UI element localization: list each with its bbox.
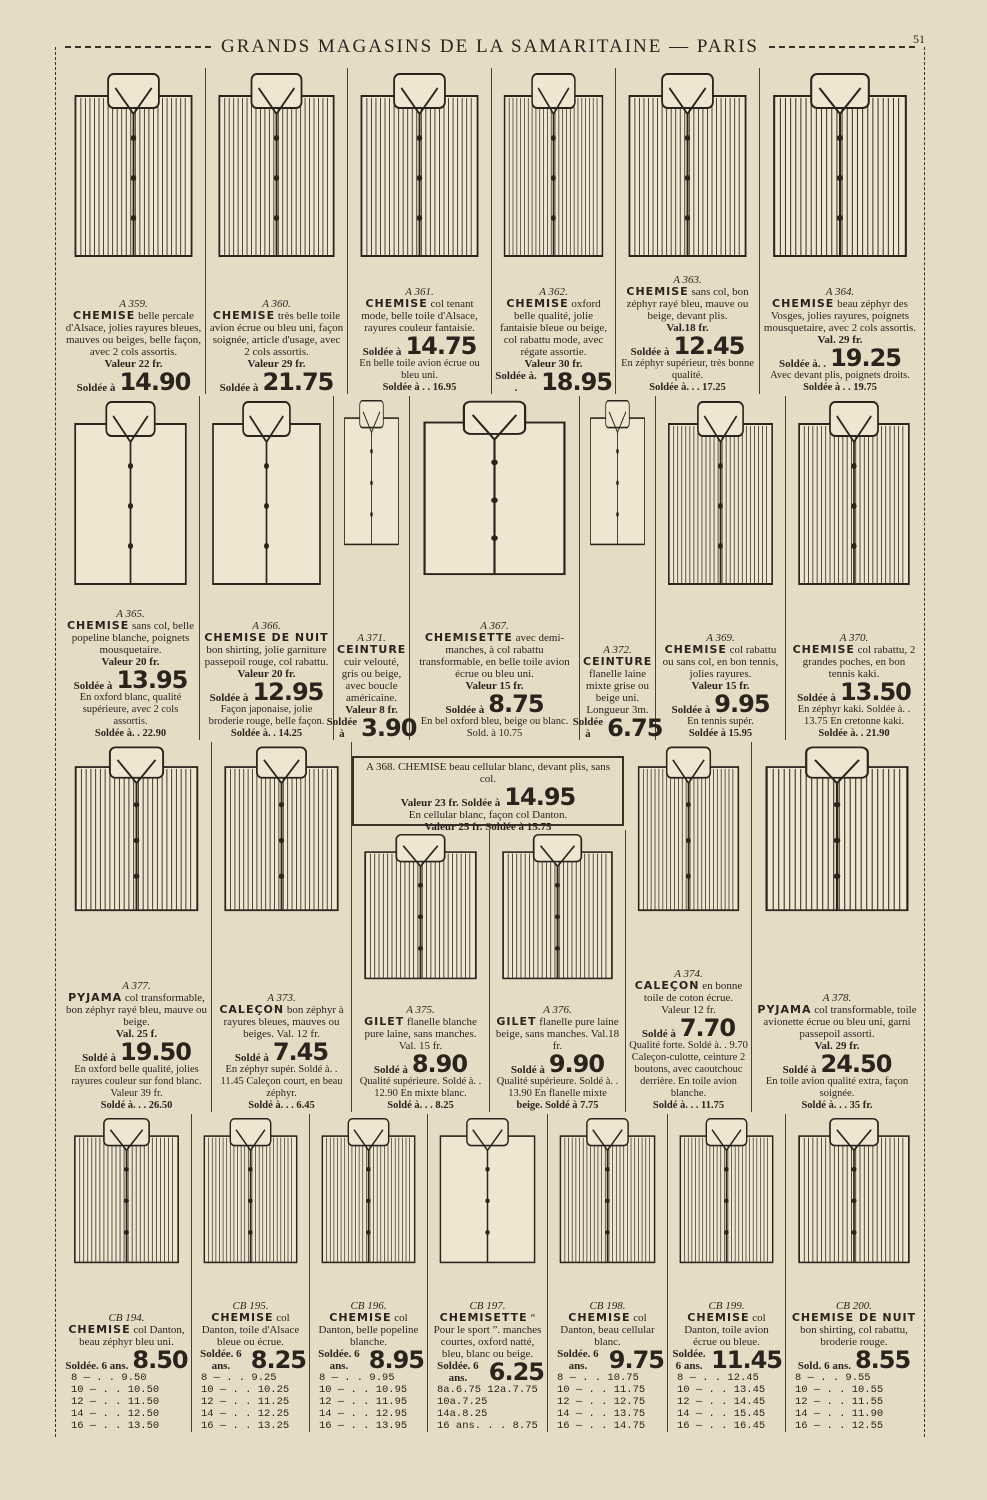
product-371-block (326, 396, 417, 742)
shirt-illustration-icon (794, 396, 914, 586)
product-price: 19.50 (120, 1038, 191, 1066)
size-price-list (431, 1384, 544, 1432)
product-desc: col Danton, belle popeline blanche. (318, 1312, 419, 1348)
product-ref: A 374. (674, 968, 703, 980)
product-value: Valeur 22 fr. (104, 358, 163, 370)
product-extra: En tennis supér. (687, 716, 754, 727)
product-desc: sans col, belle popeline blanche, poignets mousquetaire. (71, 620, 195, 656)
size-price-list (789, 1372, 919, 1432)
product-title: CHEMISE (626, 285, 689, 298)
product-title: CHEMISE (329, 1311, 392, 1324)
shirt-illustration-icon (556, 1114, 659, 1264)
size-price-row: 16 — . . 13.50 (71, 1420, 160, 1432)
price-label: Soldée à (209, 692, 249, 704)
price-label: Soldée à (362, 346, 402, 358)
price-label: Soldée à (630, 346, 670, 358)
product-extra: En belle toile avion écrue ou bleu uni. (359, 358, 480, 381)
product-title: PYJAMA (68, 991, 123, 1004)
product-ref: A 363. (673, 274, 702, 286)
price-label: Soldée à (572, 716, 604, 740)
product-extra: Avec devant plis, poignets droits. (770, 370, 910, 381)
product-price: 3.90 (361, 714, 417, 742)
product-370-block (786, 396, 922, 740)
product-extra: Qualité supérieure. Soldé à. . 13.90 En flanelle mixte (496, 1076, 619, 1099)
product-desc: flanelle blanche pure laine, sans manches. Val. 15 fr. (364, 1016, 477, 1052)
product-ref: A 370. (839, 632, 869, 644)
product-ref: CB 199. (708, 1300, 745, 1312)
product-price: 8.95 (368, 1346, 424, 1374)
price-label: Soldé à (782, 1064, 817, 1076)
product-ref: A 377. (122, 980, 151, 992)
product-extra-price: Soldé à. . . 8.25 (387, 1100, 454, 1111)
size-price-list (671, 1372, 782, 1432)
product-extra-price: beige. Soldé à 7.75 (516, 1100, 599, 1111)
product-375-block (352, 830, 490, 1112)
size-price-row: 16 — . . 12.55 (795, 1420, 884, 1432)
shirt-illustration-icon (676, 1114, 777, 1264)
size-price-list (313, 1372, 424, 1432)
product-price: 8.55 (854, 1346, 911, 1374)
shirt-illustration-icon (200, 1114, 301, 1264)
product-title: CEINTURE (337, 643, 407, 656)
product-extra-price: Soldé à. . . 26.50 (100, 1100, 173, 1111)
product-extra-price: Soldée à. . 14.25 (230, 728, 303, 739)
size-price-row: 10 — . . 10.95 (319, 1384, 408, 1396)
product-365-block (62, 396, 200, 740)
product-price: 8.25 (250, 1346, 306, 1374)
product-title: CHEMISE (212, 309, 276, 322)
size-price-row: 8 — . . 10.75 (557, 1372, 639, 1384)
product-ref: A 360. (262, 298, 291, 310)
product-373-block (212, 742, 352, 1112)
product-title: CHEMISETTE (424, 631, 513, 644)
shirt-illustration-icon (498, 830, 617, 980)
size-price-row: 8a.6.75 12a.7.75 (437, 1384, 538, 1396)
product-ref: A 375. (406, 1004, 435, 1016)
product-value: Val. 25 f. (115, 1028, 158, 1040)
size-price-list (551, 1372, 664, 1432)
shirt-illustration-icon (70, 742, 203, 912)
price-label: Soldée à (326, 716, 358, 740)
price-label: Soldé à (510, 1064, 545, 1076)
product-200-block (786, 1114, 922, 1432)
size-price-row: 14 — . . 12.25 (201, 1408, 290, 1420)
size-price-row: 8 — . . 12.45 (677, 1372, 759, 1384)
product-title: CHEMISE (365, 297, 428, 310)
product-price: 13.50 (839, 678, 911, 706)
product-extra-price: Soldé à. . . 11.75 (652, 1100, 725, 1111)
product-value: Valeur 20 fr. (101, 656, 160, 668)
page-header: GRANDS MAGASINS DE LA SAMARITAINE — PARIS (55, 30, 925, 64)
shirt-illustration-icon (794, 1114, 914, 1264)
product-ref: A 364. (825, 286, 855, 298)
shirt-illustration-icon (760, 742, 914, 912)
product-extra-price: Soldée à. . . 17.25 (649, 382, 726, 393)
product-374-block (626, 742, 752, 1112)
product-359-block (62, 68, 206, 394)
product-desc: flanelle pure laine beige, sans manches. Val.18 fr. (495, 1016, 620, 1052)
size-price-row: 16 — . . 16.45 (677, 1420, 766, 1432)
product-ref: A 376. (543, 1004, 572, 1016)
product-value: Val. 29 fr. (817, 334, 863, 346)
price-label: Soldé à (234, 1052, 269, 1064)
product-price: 8.75 (488, 690, 544, 718)
product-price: 14.75 (405, 332, 477, 360)
product-title: CHEMISETTE (439, 1311, 528, 1324)
shirt-illustration-icon (436, 1114, 539, 1264)
shirt-illustration-icon (342, 396, 401, 546)
product-extra: En zéphyr supér. Soldé à. . 11.45 Caleçon court, en beau zéphyr. (220, 1064, 343, 1099)
product-title: CHEMISE (68, 1323, 131, 1336)
product-extra: En oxford blanc, qualité supérieure, avec 2 cols assortis. (79, 692, 182, 727)
product-ref: A 361. (405, 286, 434, 298)
shirt-illustration-icon (664, 396, 777, 586)
product-title: CHEMISE (66, 619, 130, 632)
product-title: CHEMISE (772, 297, 835, 310)
product-value: Valeur 20 fr. (237, 668, 296, 680)
product-desc: col transformable, toile avionette écrue ou bleu uni, garni passepoil assorti. (763, 1004, 917, 1040)
product-price: 12.45 (673, 332, 745, 360)
size-price-row: 10 — . . 10.50 (71, 1384, 160, 1396)
shirt-illustration-icon (214, 68, 339, 258)
size-price-row: 8 — . . 9.25 (201, 1372, 277, 1384)
price-label: Soldée. 6 ans. (437, 1360, 479, 1384)
shirt-illustration-icon (70, 1114, 183, 1264)
shirt-illustration-icon (220, 742, 343, 912)
product-ref: A 359. (119, 298, 148, 310)
size-price-row: 8 — . . 9.95 (319, 1372, 395, 1384)
product-ref: CB 196. (350, 1300, 387, 1312)
product-ref: A 371. (357, 632, 386, 644)
size-price-row: 14 — . . 15.45 (677, 1408, 766, 1420)
shirt-illustration-icon (70, 396, 191, 586)
product-desc: sans col, bon zéphyr rayé bleu, mauve ou beige, devant plis. (626, 286, 749, 322)
product-196-block (310, 1114, 428, 1432)
product-extra-price: Soldée à. . 22.90 (94, 728, 167, 739)
product-desc: en bonne toile de coton écrue. Valeur 12 fr. (643, 980, 743, 1016)
product-desc: “ Pour le sport ”. manches courtes, oxford natté, bleu, blanc ou beige. (433, 1312, 542, 1360)
product-title: CHEMISE (664, 643, 727, 656)
product-desc: cuir velouté, gris ou beige, avec boucle américaine. (341, 656, 402, 704)
product-368-box: A 368. CHEMISE beau cellular blanc, devant plis, sans col. Valeur 23 fr. Soldée à 14.95 En cellular blanc, façon col Danton. Valeur 25 fr. Soldée à 15.75 (352, 756, 624, 826)
price-label: Soldée. 6 ans. (672, 1348, 706, 1372)
product-ref: A 372. (603, 644, 632, 656)
product-extra-price: Soldée à. . 21.90 (818, 728, 890, 739)
size-price-row: 12 — . . 11.50 (71, 1396, 160, 1408)
shirt-illustration-icon (768, 68, 912, 258)
size-price-row: 8 — . . 9.55 (795, 1372, 871, 1384)
size-price-row: 16 — . . 14.75 (557, 1420, 646, 1432)
product-194-block (62, 1114, 192, 1432)
product-price: 13.95 (116, 666, 188, 694)
price-label: Soldée à (76, 382, 116, 394)
product-price: 8.90 (411, 1050, 468, 1078)
product-extra-price: Soldée à . . 16.95 (382, 382, 457, 393)
price-label: Soldée à (671, 704, 711, 716)
product-value: Valeur 29 fr. (247, 358, 306, 370)
product-361-block (348, 68, 492, 394)
product-price: 9.95 (714, 690, 770, 718)
size-price-row: 12 — . . 11.25 (201, 1396, 290, 1408)
product-title: CHEMISE (506, 297, 569, 310)
product-value: Val. 29 fr. (814, 1040, 860, 1052)
price-label: Soldée. 6 ans. (65, 1360, 129, 1372)
product-title: GILET (364, 1015, 405, 1028)
product-195-block (192, 1114, 310, 1432)
shirt-illustration-icon (70, 68, 197, 258)
product-extra-price: Soldé à. . . 35 fr. (801, 1100, 873, 1111)
product-price: 7.70 (679, 1014, 736, 1042)
product-price: 11.45 (711, 1346, 782, 1374)
product-desc: bon shirting, col rabattu, broderie rouge. (800, 1324, 908, 1348)
price-label: Soldée. 6 ans. (318, 1348, 360, 1372)
product-price: 6.75 (607, 714, 663, 742)
product-value: Val.18 fr. (666, 322, 709, 334)
product-369-block (656, 396, 786, 740)
product-value: Valeur 30 fr. (524, 358, 583, 370)
product-desc: bon zéphyr à rayures bleues, mauves ou beiges. Val. 12 fr. (223, 1004, 344, 1040)
product-price: 9.90 (548, 1050, 605, 1078)
price-label: Soldée à (73, 680, 113, 692)
shirt-illustration-icon (588, 396, 647, 546)
product-197-block (428, 1114, 548, 1432)
product-378-block (752, 742, 922, 1112)
price-label: Soldée à. . (495, 370, 537, 394)
product-extra: En toile avion qualité extra, façon soignée. (765, 1076, 909, 1099)
shirt-illustration-icon (624, 68, 751, 258)
product-extra-price: Soldée à . . 19.75 (803, 382, 877, 393)
size-price-row: 14 — . . 12.50 (71, 1408, 160, 1420)
product-desc: col rabattu ou sans col, en bon tennis, jolies rayures. (662, 644, 779, 680)
price-label: Sold. 6 ans. (797, 1360, 851, 1372)
size-price-row: 16 ans. . . 8.75 (437, 1420, 538, 1432)
product-desc: col rabattu, 2 grandes poches, en bon tennis kaki. (802, 644, 916, 680)
product-title: CALEÇON (634, 979, 700, 992)
product-desc: très belle toile avion écrue ou bleu uni, façon soignée, article d'usage, avec 2 cols assortis. (209, 310, 344, 358)
product-price: 21.75 (262, 368, 334, 396)
product-desc: col Danton, toile avion écrue ou bleue. (684, 1312, 769, 1348)
size-price-row: 14 — . . 13.75 (557, 1408, 646, 1420)
product-extra: Qualité forte. Soldé à. . 9.70 Caleçon-culotte, ceinture 2 boutons, avec caoutchouc derrière. En toile avion blanche. (629, 1040, 748, 1099)
product-value: Valeur 8 fr. (345, 704, 398, 716)
size-price-list (195, 1372, 306, 1432)
product-ref: CB 195. (232, 1300, 269, 1312)
shirt-illustration-icon (500, 68, 607, 258)
size-price-row: 16 — . . 13.95 (319, 1420, 408, 1432)
size-price-row: 10 — . . 11.75 (557, 1384, 646, 1396)
product-value: Valeur 15 fr. (465, 680, 524, 692)
product-price: 14.90 (119, 368, 191, 396)
product-ref: CB 197. (469, 1300, 506, 1312)
product-extra: Qualité supérieure. Soldé à. . 12.90 En mixte blanc. (359, 1076, 482, 1099)
product-desc: col Danton, beau cellular blanc. (560, 1312, 655, 1348)
shirt-illustration-icon (318, 1114, 419, 1264)
product-title: CHEMISE (792, 643, 855, 656)
product-ref: A 362. (539, 286, 568, 298)
product-366-block (200, 396, 334, 740)
size-price-row: 12 — . . 12.75 (557, 1396, 646, 1408)
price-label: Soldée. 6 ans. (200, 1348, 242, 1372)
product-360-block (206, 68, 348, 394)
product-title: CHEMISE DE NUIT (791, 1311, 917, 1324)
product-title: CHEMISE (211, 1311, 274, 1324)
size-price-row: 8 — . . 9.50 (71, 1372, 147, 1384)
product-extra: En zéphyr supérieur, très bonne qualité. (621, 358, 754, 381)
size-price-list (65, 1372, 188, 1432)
shirt-illustration-icon (634, 742, 743, 912)
shirt-illustration-icon (418, 396, 571, 576)
product-ref: A 378. (822, 992, 852, 1004)
product-ref: CB 198. (589, 1300, 626, 1312)
product-ref: A 367. (480, 620, 509, 632)
shirt-illustration-icon (360, 830, 481, 980)
size-price-row: 12 — . . 11.55 (795, 1396, 884, 1408)
product-price: 8.50 (132, 1346, 188, 1374)
product-price: 14.95 (504, 783, 576, 811)
product-desc: col tenant mode, belle toile d'Alsace, rayures couleur fantaisie. (361, 298, 478, 334)
product-price: 6.25 (488, 1358, 544, 1386)
product-372-block (572, 396, 663, 742)
product-ref: CB 200. (835, 1300, 873, 1312)
size-price-row: 14 — . . 12.95 (319, 1408, 408, 1420)
price-label: Soldé à (641, 1028, 676, 1040)
price-label: Soldé à (373, 1064, 408, 1076)
product-title: CHEMISE (568, 1311, 631, 1324)
product-price: 12.95 (252, 678, 324, 706)
product-title: CHEMISE (687, 1311, 750, 1324)
size-price-row: 10 — . . 13.45 (677, 1384, 766, 1396)
product-price: 24.50 (820, 1050, 892, 1078)
product-extra-price: Soldée à 15.95 (688, 728, 753, 739)
product-desc: avec demi-manches, à col rabattu transformable, en belle toile avion écrue ou bleu uni. (419, 632, 570, 680)
product-extra: En oxford belle qualité, jolies rayures couleur sur fond blanc. Valeur 39 fr. (71, 1064, 202, 1099)
product-price: 19.25 (830, 344, 901, 372)
size-price-row: 10a.7.25 14a.8.25 (437, 1396, 488, 1420)
price-label: Soldée à. . (779, 358, 827, 370)
price-label: Soldé à (82, 1052, 116, 1064)
page-number: 51 (913, 32, 925, 46)
product-362-block (492, 68, 616, 394)
product-price: 9.75 (608, 1346, 664, 1374)
product-desc: oxford belle qualité, jolie fantaisie bleue ou beige, col rabattu mode, avec régate assortie. (500, 298, 607, 358)
product-ref: A 369. (706, 632, 735, 644)
product-364-block (760, 68, 920, 394)
product-extra-price: Soldé à. . . 6.45 (248, 1100, 315, 1111)
product-ref: A 365. (116, 608, 145, 620)
price-label: Soldée à (797, 692, 836, 704)
product-value: Valeur 15 fr. (691, 680, 750, 692)
product-ref: A 373. (267, 992, 296, 1004)
shirt-illustration-icon (356, 68, 483, 258)
shirt-illustration-icon (208, 396, 325, 586)
product-367-block (410, 396, 580, 740)
size-price-row: 16 — . . 13.25 (201, 1420, 290, 1432)
product-price: 18.95 (541, 368, 612, 396)
size-price-row: 12 — . . 14.45 (677, 1396, 766, 1408)
product-desc: belle percale d'Alsace, jolies rayures bleues, mauves ou beiges, belle façon, avec 2 cols assortis. (65, 310, 202, 358)
product-desc: flanelle laine mixte grise ou beige uni. Longueur 3m. (586, 668, 649, 716)
product-desc: bon shirting, jolie garniture passepoil rouge, col rabattu. (204, 644, 329, 668)
product-desc: beau zéphyr des Vosges, jolies rayures, poignets mousquetaire, avec 2 cols assortis. (763, 298, 917, 334)
product-363-block (616, 68, 760, 394)
product-ref: CB 194. (108, 1312, 145, 1324)
product-title: CHEMISE (73, 309, 136, 322)
product-desc: col transformable, bon zéphyr rayé bleu, mauve ou beige. (65, 992, 208, 1028)
size-price-row: 10 — . . 10.55 (795, 1384, 884, 1396)
size-price-row: 10 — . . 10.25 (201, 1384, 290, 1396)
product-198-block (548, 1114, 668, 1432)
product-title: PYJAMA (757, 1003, 812, 1016)
product-377-block (62, 742, 212, 1112)
product-extra: En zéphyr kaki. Soldée à. . 13.75 En cretonne kaki. (797, 704, 911, 727)
product-199-block (668, 1114, 786, 1432)
product-price: 7.45 (272, 1038, 329, 1066)
product-title: GILET (496, 1015, 537, 1028)
size-price-row: 12 — . . 11.95 (319, 1396, 408, 1408)
product-ref: A 366. (252, 620, 281, 632)
product-376-block (490, 830, 626, 1112)
size-price-row: 14 — . . 11.90 (795, 1408, 884, 1420)
price-label: Soldée. 6 ans. (557, 1348, 599, 1372)
price-label: Soldée à (219, 382, 259, 394)
product-desc: col Danton, beau zéphyr bleu uni. (79, 1324, 185, 1348)
product-title: CHEMISE DE NUIT (204, 631, 329, 644)
product-title: CEINTURE (583, 655, 653, 668)
product-extra: En bel oxford bleu, beige ou blanc. Sold. à 10.75 (420, 716, 569, 739)
product-desc: col Danton, toile d'Alsace bleue ou écrue. (201, 1312, 300, 1348)
product-title: CALEÇON (219, 1003, 285, 1016)
price-label: Soldée à (445, 704, 485, 716)
product-extra: Façon japonaise, jolie broderie rouge, belle façon. (208, 704, 325, 727)
